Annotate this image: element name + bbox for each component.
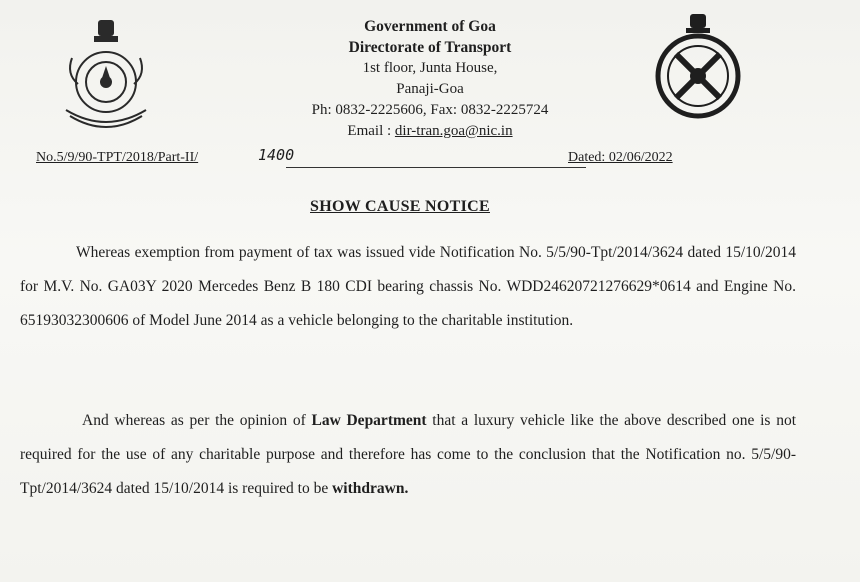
- law-department: Law Department: [311, 412, 427, 429]
- address-line-1: 1st floor, Junta House,: [362, 60, 498, 76]
- email-label: Email :: [347, 123, 395, 139]
- reference-date: Dated: 02/06/2022: [568, 150, 673, 165]
- reference-rule: [286, 167, 586, 168]
- department-name: Directorate of Transport: [348, 39, 512, 56]
- para2-text-a: And whereas as per the opinion of: [82, 412, 312, 429]
- letterhead: [230, 16, 630, 142]
- address-line-2: Panaji-Goa: [396, 81, 464, 97]
- org-name: Government of Goa: [364, 18, 496, 35]
- phone-fax: Ph: 0832-2225606, Fax: 0832-2225724: [311, 102, 549, 118]
- email-address: dir-tran.goa@nic.in: [394, 123, 513, 139]
- transport-department-seal-icon: [650, 12, 746, 122]
- email-line: [230, 121, 630, 142]
- reference-number: No.5/9/90-TPT/2018/Part-II/: [36, 150, 199, 165]
- paragraph-1: Whereas exemption from payment of tax was issued vide Notification No. 5/5/90-Tpt/2014/3624 dated 15/10/2014 for M.V. No. GA03Y 2020 Mercedes Benz B 180 CDI bearing chassis No. WDD24620721276629*0614 and Engine No. 65193032300606 of Model June 2014 as a vehicle belonging to the charitable institution.: [20, 244, 796, 329]
- reference-line: [36, 146, 756, 172]
- notice-title: SHOW CAUSE NOTICE: [310, 198, 490, 215]
- handwritten-number: 1400: [258, 146, 295, 164]
- para2-text-b: that a luxury vehicle like the above described one is not required for the use of any charitable purpose and therefore has come to the conclusion that the Notification no. 5/5/90-Tpt/2014/3624 dated 15/10/2014 is required to be: [20, 412, 797, 497]
- withdrawn-word: withdrawn.: [332, 480, 409, 497]
- goa-government-emblem-icon: [56, 14, 156, 132]
- paragraph-2: [20, 404, 796, 506]
